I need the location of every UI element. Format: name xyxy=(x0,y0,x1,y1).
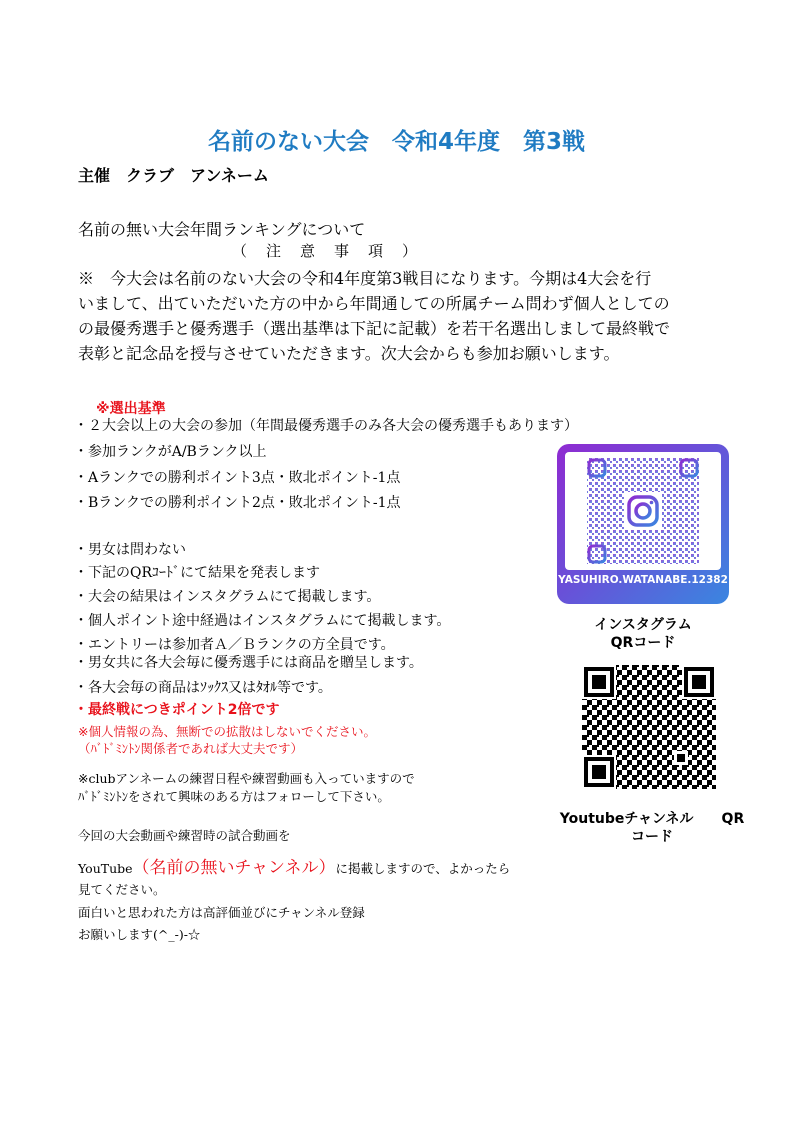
rule-item: ・下記のQRｺｰﾄﾞにて結果を発表します xyxy=(74,565,321,581)
rule-item: ・各大会毎の商品はｿｯｸｽ又はﾀｵﾙ等です。 xyxy=(74,680,332,696)
intro-line: の最優秀選手と優秀選手（選出基準は下記に記載）を若干名選出しまして最終戦で xyxy=(78,319,671,338)
criteria-item: ・２大会以上の大会の参加（年間最優秀選手のみ各大会の優秀選手もあります） xyxy=(74,418,578,434)
privacy-subnote: （ﾊﾞﾄﾞﾐﾝﾄﾝ関係者であれば大丈夫です） xyxy=(78,741,304,756)
youtube-channel-line xyxy=(78,853,510,878)
youtube-text: お願いします(^_-)-☆ xyxy=(78,927,201,942)
rule-item: ・エントリーは参加者Ａ／Ｂランクの方全員です。 xyxy=(74,637,395,653)
youtube-prefix: YouTube xyxy=(78,861,133,876)
youtube-qr-caption: Youtubeチャンネル QR xyxy=(559,811,745,827)
youtube-qr-caption: コード xyxy=(631,829,673,845)
instagram-qr-caption: インスタグラム xyxy=(594,617,692,633)
youtube-channel-name: （名前の無いチャンネル） xyxy=(132,858,336,878)
intro-line: 表彰と記念品を授与させていただきます。次大会からも参加お願いします。 xyxy=(78,344,620,363)
criteria-title: ※選出基準 xyxy=(96,401,166,417)
rule-item: ・個人ポイント途中経過はインスタグラムにて掲載します。 xyxy=(74,613,451,629)
instagram-handle: YASUHIRO.WATANABE.12382 xyxy=(558,574,728,586)
intro-paragraph xyxy=(78,266,748,366)
youtube-qr-code[interactable] xyxy=(582,665,716,789)
criteria-item: ・参加ランクがA/Bランク以上 xyxy=(74,444,267,460)
page-title: 名前のない大会 令和4年度 第3戦 xyxy=(207,129,585,155)
notice-label: （ 注 意 事 項 ） xyxy=(232,242,420,260)
final-bonus-note: ・最終戦につきポイント2倍です xyxy=(74,702,280,718)
criteria-item: ・Aランクでの勝利ポイント3点・敗北ポイント-1点 xyxy=(74,470,401,486)
intro-line: ※ 今大会は名前のない大会の令和4年度第3戦目になります。今期は4大会を行 xyxy=(78,269,652,288)
rule-item: ・男女共に各大会毎に優秀選手には商品を贈呈します。 xyxy=(74,655,423,671)
intro-line: いまして、出ていただいた方の中から年間通しての所属チーム問わず個人としての xyxy=(78,294,670,313)
instagram-qr-caption: QRコード xyxy=(610,635,676,651)
ranking-heading: 名前の無い大会年間ランキングについて xyxy=(78,220,366,239)
youtube-qr-pattern xyxy=(582,665,716,789)
youtube-text: 見てください。 xyxy=(78,882,166,897)
criteria-item: ・Bランクでの勝利ポイント2点・敗北ポイント-1点 xyxy=(74,495,401,511)
instagram-qr-code xyxy=(565,452,721,570)
instagram-qr-pattern xyxy=(565,452,721,570)
privacy-note: ※個人情報の為、無断での拡散はしないでください。 xyxy=(78,724,376,739)
instagram-qr-card[interactable] xyxy=(557,444,729,604)
rule-item: ・男女は問わない xyxy=(74,542,186,558)
youtube-text: 面白いと思われた方は高評価並びにチャンネル登録 xyxy=(78,905,365,920)
youtube-suffix: に掲載しますので、よかったら xyxy=(335,861,511,876)
rule-item: ・大会の結果はインスタグラムにて掲載します。 xyxy=(74,589,381,605)
club-note: ﾊﾞﾄﾞﾐﾝﾄﾝをされて興味のある方はフォローして下さい。 xyxy=(78,789,390,804)
club-note: ※clubアンネームの練習日程や練習動画も入っていますので xyxy=(78,771,415,786)
organizer: 主催 クラブ アンネーム xyxy=(78,166,269,185)
youtube-text: 今回の大会動画や練習時の試合動画を xyxy=(78,828,291,843)
